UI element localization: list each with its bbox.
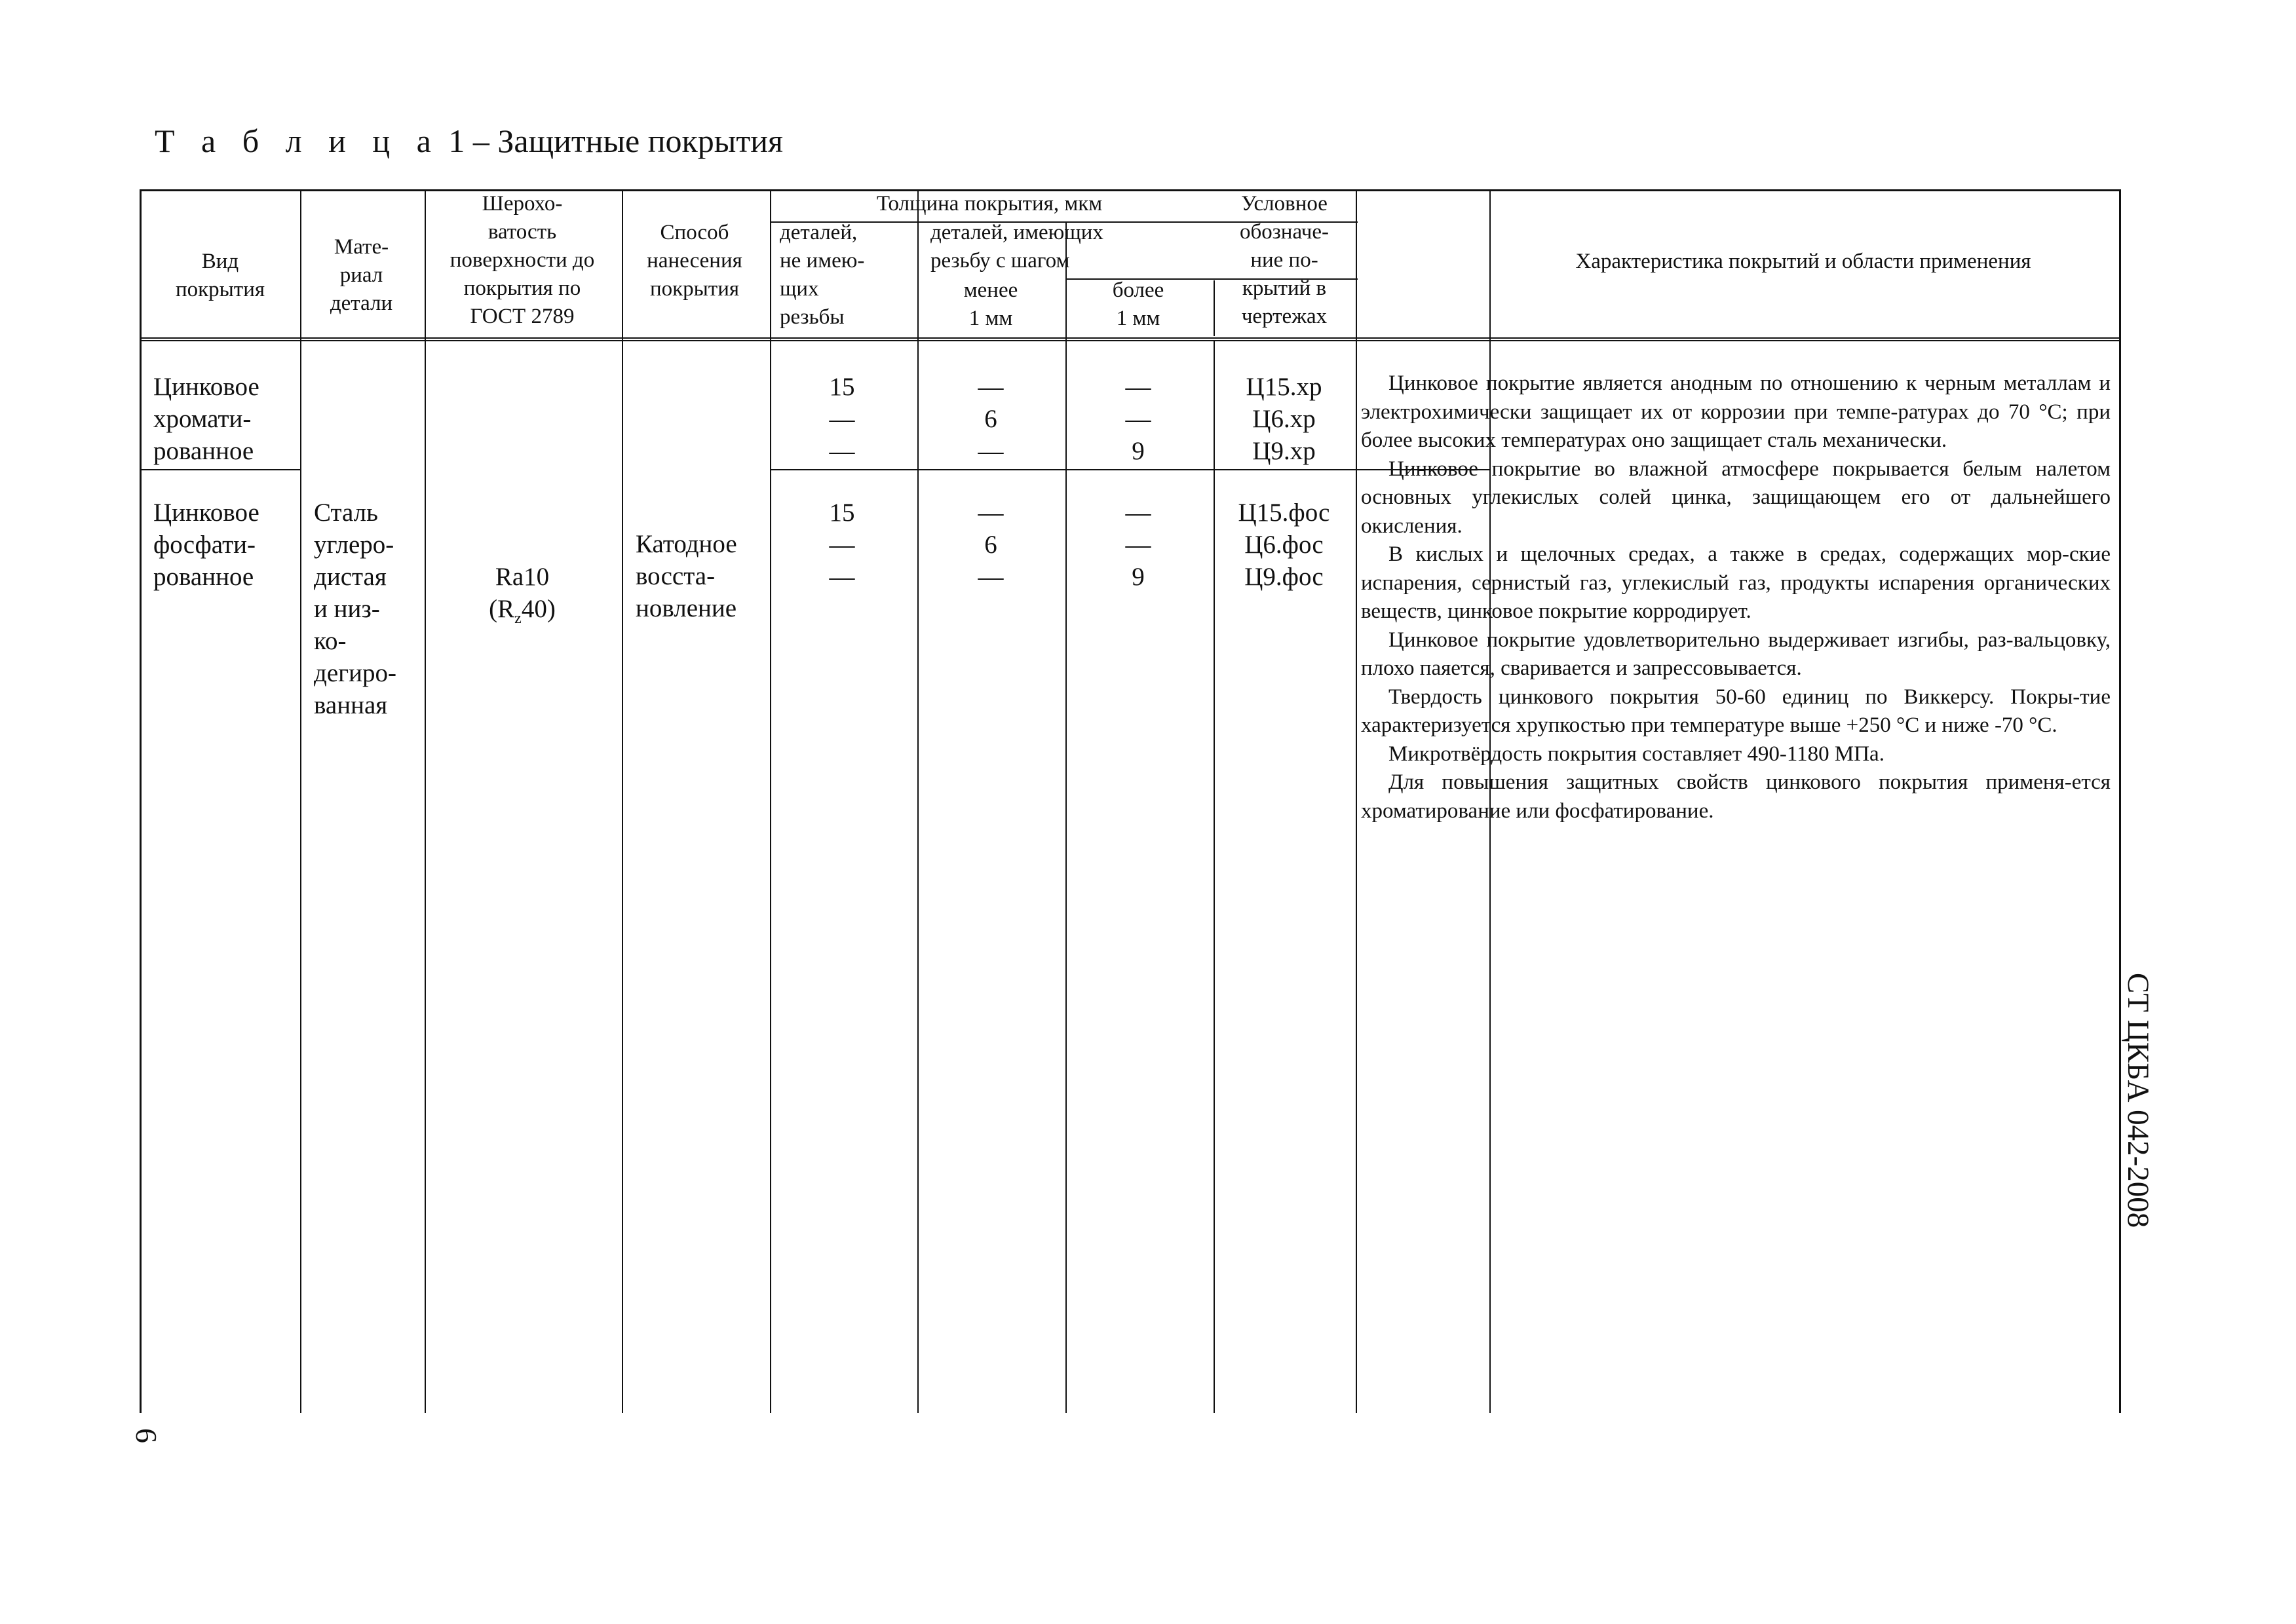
roughness-cell: Ra10 $(R_z40)$ xyxy=(489,563,556,627)
paragraph: Для повышения защитных свойств цинкового покрытия применя-ется хроматирование или фосфатирование. xyxy=(1361,770,2111,823)
row1-vid: Цинковое хромати- рованное xyxy=(153,373,259,465)
col-divider xyxy=(622,191,623,1413)
table-title-number: 1 xyxy=(448,123,465,159)
paragraph: Цинковое покрытие является анодным по отношению к черным металлам и электрохимически защищает их от коррозии при темпе-ратурах до 70 °С; при более высоких температурах оно защищает сталь механически. xyxy=(1361,371,2111,452)
row1-less: — 6 — xyxy=(978,373,1004,465)
header-no-thread: деталей, не имею- щих резьбы xyxy=(780,221,865,329)
row2-less: — 6 — xyxy=(978,499,1004,591)
paragraph: Микротвёрдость покрытия составляет 490-1180 МПа. xyxy=(1388,742,1885,766)
row1-no-thread: 15 — — xyxy=(829,373,855,465)
method-cell: Катодное восста- новление xyxy=(636,530,737,622)
header-separator xyxy=(142,337,2119,341)
row1-designation: Ц15.хр Ц6.хр Ц9.хр xyxy=(1246,373,1322,465)
paragraph: Твердость цинкового покрытия 50-60 единиц по Виккерсу. Покры-тие характеризуется хрупкостью при температуре выше +250 °С и ниже -70 °С. xyxy=(1361,685,2111,737)
table-title-label: Т а б л и ц а xyxy=(155,123,440,159)
document-code: СТ ЦКБА 042-2008 xyxy=(2121,973,2155,1228)
header-thickness-group: Толщина покрытия, мкм xyxy=(876,192,1103,216)
header-more: более 1 мм xyxy=(1112,278,1164,330)
paragraph: Цинковое покрытие во влажной атмосфере покрывается белым налетом основных углекислых солей цинка, защищающем его от дальнейшего окисления. xyxy=(1361,457,2111,538)
col-divider xyxy=(1356,191,1357,1413)
paragraph: В кислых и щелочных средах, а также в средах, содержащих мор-ские испарения, сернистый газ, углекислый газ, продукты испарения органических веществ, цинковое покрытие корродирует. xyxy=(1361,542,2111,623)
header-vid: Вид покрытия xyxy=(175,250,265,301)
header-designation: Условное обозначе- ние по- крытий в чертежах xyxy=(1239,192,1330,328)
paragraph: Цинковое покрытие удовлетворительно выдерживает изгибы, раз-вальцовку, плохо паяется, сваривается и запрессовывается. xyxy=(1361,628,2111,680)
col-divider xyxy=(425,191,426,1413)
row1-more: — — 9 xyxy=(1125,373,1151,465)
row2-vid: Цинковое фосфати- рованное xyxy=(153,499,259,591)
header-material: Мате- риал детали xyxy=(330,235,393,315)
row2-no-thread: 15 — — xyxy=(829,499,855,591)
page-number: 6 xyxy=(130,1428,163,1443)
header-method: Способ нанесения покрытия xyxy=(647,221,742,301)
table-title xyxy=(155,122,783,160)
header-less: менее 1 мм xyxy=(963,278,1018,330)
material-cell: Сталь углеро- дистая и низ- ко- дегиро- ванная xyxy=(314,499,397,719)
header-roughness: Шерохо- ватость поверхности до покрытия по ГОСТ 2789 xyxy=(450,192,595,328)
row2-designation: Ц15.фос Ц6.фос Ц9.фос xyxy=(1238,499,1330,591)
row2-more: — — 9 xyxy=(1125,499,1151,591)
row-separator xyxy=(142,469,300,470)
header-characteristics: Характеристика покрытий и области применения xyxy=(1575,250,2031,273)
characteristics-text xyxy=(1361,369,2111,825)
header-thread-group: деталей, имеющих резьбу с шагом xyxy=(930,221,1103,273)
table-title-text: – Защитные покрытия xyxy=(465,123,783,159)
col-divider xyxy=(300,191,301,1413)
